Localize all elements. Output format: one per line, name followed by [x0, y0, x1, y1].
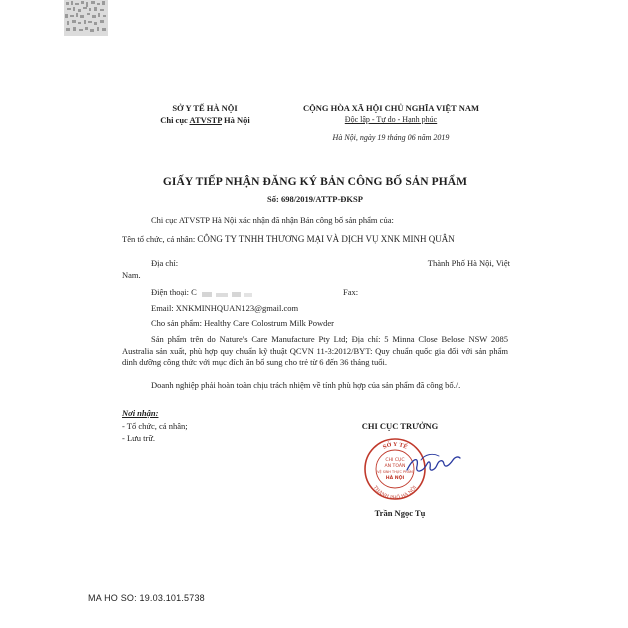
address-value-continued: Nam. [122, 270, 141, 280]
email-line: Email: XNKMINHQUAN123@gmail.com [151, 303, 299, 313]
signer-position: CHI CỤC TRƯỞNG [361, 421, 439, 431]
handwritten-signature [403, 450, 463, 480]
recipient-item: - Lưu trữ. [122, 433, 156, 443]
record-number: MA HO SO: 19.03.101.5738 [88, 593, 205, 603]
responsibility-paragraph: Doanh nghiệp phải hoàn toàn chịu trách nhiệm về tính phù hợp của sản phẩm đã công bố./. [151, 380, 461, 390]
phone-line: Điện thoại: C [151, 287, 197, 297]
stamp-center-text: AN TOÀN [384, 464, 406, 469]
stamp-center-text: HÀ NỘI [385, 476, 405, 481]
document-number: Số: 698/2019/ATTP-ĐKSP [267, 194, 363, 204]
phone-partial: C [191, 287, 197, 297]
intro-text: Chi cục ATVSTP Hà Nội xác nhận đã nhận Bản công bố sản phẩm của: [151, 215, 394, 225]
redacted-phone-number [194, 286, 256, 295]
country-name: CỘNG HÒA XÃ HỘI CHỦ NGHĨA VIỆT NAM [302, 103, 480, 113]
recipient-item: - Tổ chức, cá nhân; [122, 421, 188, 431]
stamp-center-text: VỆ SINH THỰC PHẨM [377, 470, 413, 474]
address-value: Thành Phố Hà Nội, Việt [427, 258, 510, 268]
organization-line: Tên tổ chức, cá nhân: CÔNG TY TNHH THƯƠNG MẠI VÀ DỊCH VỤ XNK MINH QUÂN [122, 234, 455, 244]
email-value: XNKMINHQUAN123@gmail.com [175, 303, 299, 313]
document-title: GIẤY TIẾP NHẬN ĐĂNG KÝ BẢN CÔNG BỐ SẢN PHẨM [162, 176, 468, 188]
manufacturer-paragraph: Sản phẩm trên do Nature's Care Manufacture Pty Ltd; Địa chỉ: 5 Minna Close Belose NSW 2085 Australia sản xuất, phù hợp quy chuẩn kỹ thuật QCVN 11-3:2012/BYT: Quy chuẩn quốc gia đối với sản phẩm dinh dưỡng công thức với mục đích ăn bổ sung cho trẻ từ 6 đến 36 tháng tuổi. [122, 334, 508, 367]
fax-label: Fax: [343, 287, 359, 297]
product-name: Healthy Care Colostrum Milk Powder [204, 318, 334, 328]
organization-name: CÔNG TY TNHH THƯƠNG MẠI VÀ DỊCH VỤ XNK MINH QUÂN [197, 234, 455, 244]
recipients-title: Nơi nhận: [122, 408, 159, 418]
stamp-center-text: CHI CỤC [385, 458, 405, 463]
sub-department-name: Chi cục ATVSTP Hà Nội [160, 115, 250, 125]
national-header [270, 102, 512, 126]
address-label: Địa chỉ: [151, 258, 179, 268]
qr-code-image [64, 0, 108, 36]
svg-text:THÀNH PHỐ HÀ NỘI [372, 485, 418, 501]
document-date: Hà Nội, ngày 19 tháng 06 năm 2019 [332, 133, 450, 142]
stamp-top-text: SỞ Y TẾ [382, 441, 408, 451]
issuing-organization [130, 102, 280, 126]
national-motto: Độc lập - Tự do - Hạnh phúc [344, 115, 438, 124]
signer-name: Trần Ngọc Tụ [374, 508, 426, 518]
stamp-bottom-text: THÀNH PHỐ HÀ NỘI [371, 485, 419, 502]
department-name: SỞ Y TẾ HÀ NỘI [172, 103, 238, 113]
product-line: Cho sản phẩm: Healthy Care Colostrum Milk Powder [151, 318, 334, 328]
